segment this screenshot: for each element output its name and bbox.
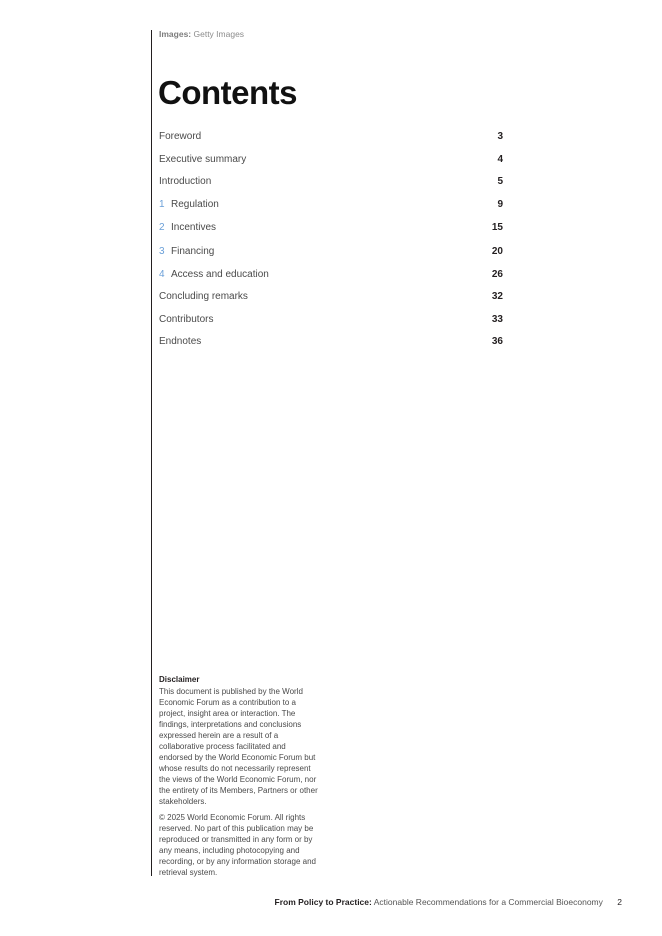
disclaimer-body: This document is published by the World Economic Forum as a contribution to a project, insight area or interaction. The findings, interpretations and conclusions expressed herein are a result of a collaborative process facilitated and endorsed by the World Economic Forum but whose results do not necessarily represent the views of the World Economic Forum, nor the entirety of its Members, Partners or other stakeholders.: [159, 687, 318, 806]
page-footer: [275, 897, 622, 907]
toc-item-label: Endnotes: [159, 336, 202, 347]
footer-title-rest: Actionable Recommendations for a Commercial Bioeconomy: [373, 897, 603, 907]
toc-item-introduction[interactable]: [159, 176, 503, 192]
toc-item-executive-summary[interactable]: [159, 154, 503, 170]
toc-item-number: 1: [159, 199, 165, 210]
toc-item-financing[interactable]: [159, 246, 503, 262]
toc-item-page: 4: [497, 154, 503, 165]
image-credit: [159, 29, 244, 39]
disclaimer: [159, 674, 321, 883]
toc-item-page: 20: [491, 246, 503, 257]
toc-item-concluding-remarks[interactable]: [159, 291, 503, 307]
toc-item-label: Financing: [171, 246, 215, 257]
toc-item-contributors[interactable]: [159, 314, 503, 330]
toc-item-label: Concluding remarks: [159, 291, 248, 302]
toc-item-page: 33: [491, 314, 503, 325]
toc-item-label: Contributors: [159, 314, 214, 325]
toc-item-label: Introduction: [159, 176, 212, 187]
toc-item-label: Incentives: [171, 222, 217, 233]
toc-item-incentives[interactable]: [159, 222, 503, 238]
toc-item-page: 36: [491, 336, 503, 347]
toc-item-label: Executive summary: [159, 154, 247, 165]
toc-item-label: Regulation: [171, 199, 219, 210]
toc-item-foreword[interactable]: [159, 131, 503, 147]
toc-item-endnotes[interactable]: [159, 336, 503, 352]
image-credit-source: Getty Images: [193, 29, 245, 39]
toc-item-page: 9: [497, 199, 503, 210]
toc-item-access-and-education[interactable]: [159, 269, 503, 285]
toc-item-page: 26: [491, 269, 503, 280]
toc-item-page: 5: [497, 176, 503, 187]
toc-item-page: 15: [491, 222, 503, 233]
page-number: 2: [617, 897, 622, 907]
toc-item-page: 3: [497, 131, 503, 142]
toc-item-number: 2: [159, 222, 165, 233]
disclaimer-heading: Disclaimer: [159, 675, 200, 684]
page-title: Contents: [158, 74, 297, 111]
copyright-notice: © 2025 World Economic Forum. All rights reserved. No part of this publication may be reproduced or transmitted in any form or by any means, including photocopying and recording, or by any information storage and retrieval system.: [159, 813, 316, 877]
toc-item-label: Access and education: [171, 269, 269, 280]
footer-title-bold: From Policy to Practice:: [274, 897, 372, 907]
toc-item-number: 3: [159, 246, 165, 257]
toc-item-label: Foreword: [159, 131, 202, 142]
toc-item-page: 32: [491, 291, 503, 302]
image-credit-label: Images:: [159, 29, 192, 39]
toc-item-number: 4: [159, 269, 165, 280]
margin-rule: [151, 30, 152, 876]
toc-item-regulation[interactable]: [159, 199, 503, 215]
